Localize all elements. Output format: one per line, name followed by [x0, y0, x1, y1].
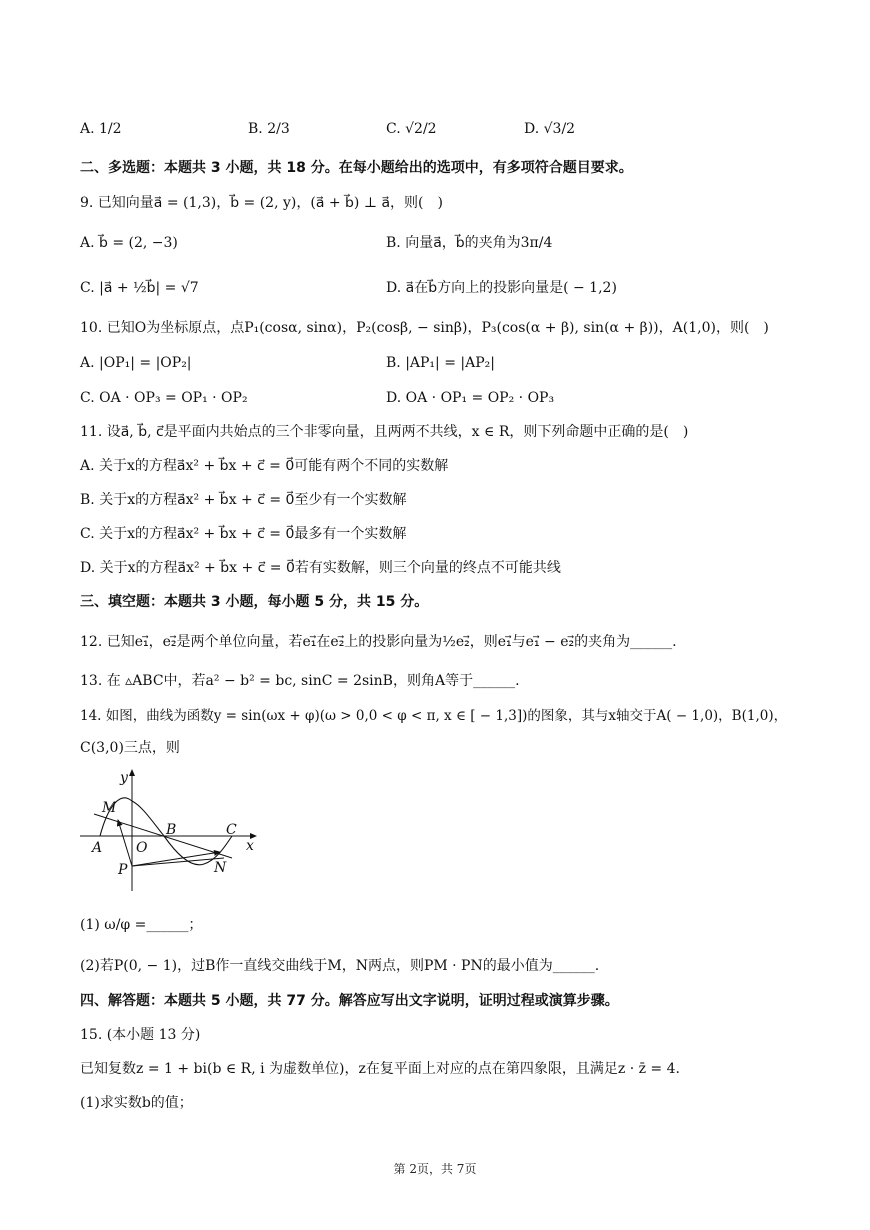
q14-line-1: 14. 如图，曲线为函数y = sin(ωx + φ)(ω > 0,0 < φ < π, x ∈ [ − 1,3])的图象，其与x轴交于A( − 1,0)，B(1,0)， — [80, 708, 788, 724]
q9-stem: 9. 已知向量a⃗ = (1,3)，b⃗ = (2, y)，(a⃗ + b⃗) ⊥ a⃗，则( ) — [80, 195, 443, 211]
section-heading-multiple-choice: 二、多选题：本题共 3 小题，共 18 分。在每小题给出的选项中，有多项符合题目要求。 — [80, 160, 633, 176]
q11-option-a: A. 关于x的方程a⃗x² + b⃗x + c⃗ = 0⃗可能有两个不同的实数解 — [80, 458, 449, 474]
q11-stem: 11. 设a⃗, b⃗, c⃗是平面内共始点的三个非零向量，且两两不共线，x ∈ R，则下列命题中正确的是( ) — [80, 424, 689, 440]
q11-option-d: D. 关于x的方程a⃗x² + b⃗x + c⃗ = 0⃗若有实数解，则三个向量的终点不可能共线 — [80, 560, 561, 576]
q14-part-2: (2)若P(0, − 1)，过B作一直线交曲线于M，N两点，则PM · PN的最小值为______. — [80, 958, 600, 974]
label-p: P — [118, 862, 128, 878]
q8-option-a: A. 1/2 — [80, 121, 122, 137]
q9-option-a: A. b⃗ = (2, −3) — [80, 235, 178, 251]
q10-stem: 10. 已知O为坐标原点，点P₁(cosα, sinα)，P₂(cosβ, − sinβ)，P₃(cos(α + β), sin(α + β))，A(1,0)，则( ) — [80, 320, 769, 336]
q15-title: 15. (本小题 13 分) — [80, 1027, 201, 1043]
label-y: y — [120, 770, 128, 786]
q15-stem: 已知复数z = 1 + bi(b ∈ R, i 为虚数单位)，z在复平面上对应的点在第四象限，且满足z · z̄ = 4. — [80, 1061, 680, 1077]
q15-part-1: (1)求实数b的值； — [80, 1095, 193, 1111]
label-n: N — [214, 860, 227, 876]
q8-option-b: B. 2/3 — [248, 121, 290, 137]
sine-curve-figure — [80, 766, 265, 896]
q11-option-b: B. 关于x的方程a⃗x² + b⃗x + c⃗ = 0⃗至少有一个实数解 — [80, 492, 407, 508]
section-heading-solutions: 四、解答题：本题共 5 小题，共 77 分。解答应写出文字说明，证明过程或演算步骤。 — [80, 993, 619, 1009]
label-m: M — [102, 800, 117, 816]
segment-pn — [132, 858, 224, 866]
q9-option-c: C. |a⃗ + ½b⃗| = √7 — [80, 280, 199, 296]
q10-option-d: D. OA · OP₁ = OP₂ · OP₃ — [386, 390, 555, 406]
q10-option-a: A. |OP₁| = |OP₂| — [80, 355, 192, 371]
label-c: C — [226, 822, 237, 838]
label-b: B — [166, 822, 177, 838]
label-o: O — [136, 840, 148, 856]
q10-option-b: B. |AP₁| = |AP₂| — [386, 355, 495, 371]
label-a: A — [92, 840, 103, 856]
q8-option-c: C. √2/2 — [386, 121, 437, 137]
vector-pm — [118, 820, 132, 866]
q11-option-c: C. 关于x的方程a⃗x² + b⃗x + c⃗ = 0⃗最多有一个实数解 — [80, 526, 407, 542]
q14-line-2: C(3,0)三点，则 — [80, 740, 180, 756]
q9-option-d: D. a⃗在b⃗方向上的投影向量是( − 1,2) — [386, 280, 617, 296]
section-heading-fill-blank: 三、填空题：本题共 3 小题，每小题 5 分，共 15 分。 — [80, 594, 429, 610]
q12-text: 12. 已知e₁⃗，e₂⃗是两个单位向量，若e₁⃗在e₂⃗上的投影向量为½e₂⃗，则e₁⃗与e₁⃗ − e₂⃗的夹角为______. — [80, 634, 677, 650]
q10-option-c: C. OA · OP₃ = OP₁ · OP₂ — [80, 390, 248, 406]
q9-option-b: B. 向量a⃗，b⃗的夹角为3π/4 — [386, 235, 553, 251]
q8-option-d: D. √3/2 — [524, 121, 576, 137]
label-x: x — [246, 838, 254, 854]
q14-part-1: (1) ω/φ =______； — [80, 917, 203, 933]
page-footer: 第 2页，共 7页 — [393, 1162, 477, 1176]
q13-text: 13. 在 ▵ABC中，若a² − b² = bc, sinC = 2sinB，则角A等于______. — [80, 673, 520, 689]
